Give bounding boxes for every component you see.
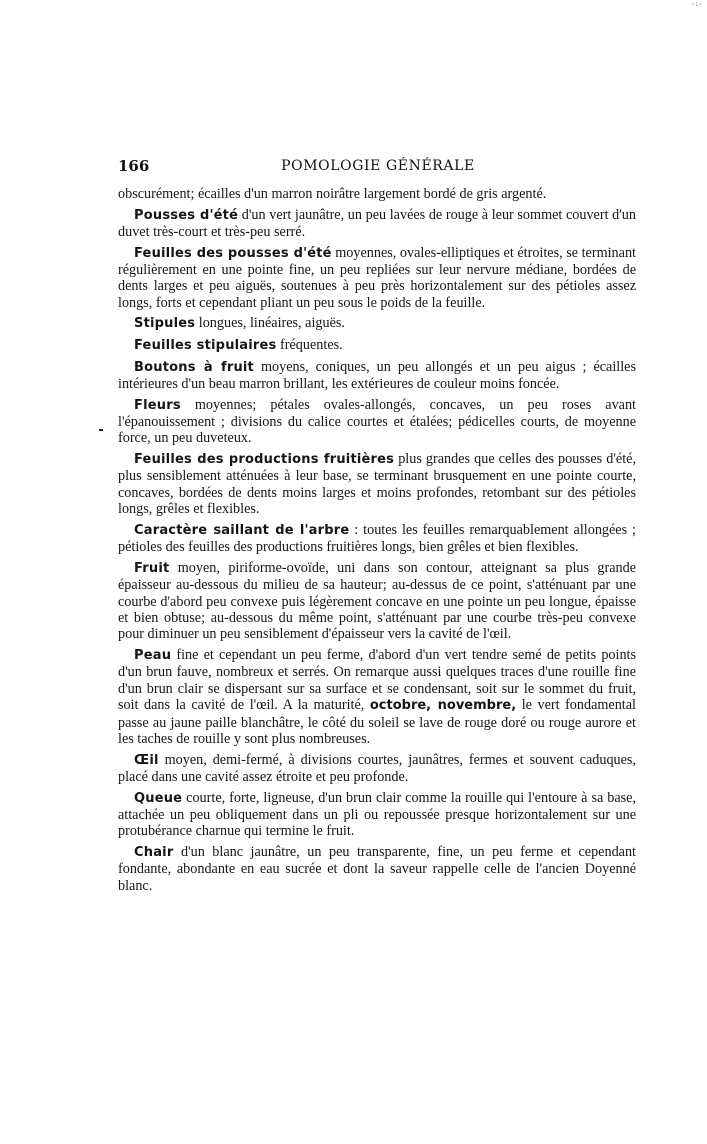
paragraph-term: Chair	[134, 845, 174, 861]
paragraph-oeil	[118, 752, 636, 786]
paragraph-text: d'un blanc jaunâtre, un peu transparente, fine, un peu ferme et cependant fondante, abondante en eau sucrée et dont la saveur rappelle celle de l'ancien Doyenné blanc.	[118, 844, 636, 894]
paragraph-text: moyen, piriforme-ovoïde, uni dans son contour, atteignant sa plus grande épaisseur au-dessous du milieu de sa hauteur; au-dessus de ce point, s'atténuant par une courbe d'abord peu convexe puis légèrement concave en une pointe un peu longue, épaisse et bien obtuse; au-dessous du même point, s'atténuant par une courbe très-peu convexe pour diminuer un peu sensiblement d'épaisseur vers la cavité de l'œil.	[118, 559, 636, 643]
running-title: POMOLOGIE GÉNÉRALE	[281, 158, 475, 174]
paragraph-text: moyen, demi-fermé, à divisions courtes, jaunâtres, fermes et souvent caduques, placé dans une cavité assez étroite et peu profonde.	[118, 751, 636, 786]
paragraph-feuilles-productions	[118, 451, 636, 518]
paragraph-boutons	[118, 359, 636, 393]
paragraph-text: d'un vert jaunâtre, un peu lavées de rouge à leur sommet couvert d'un duvet très-court et très-peu serré.	[118, 206, 636, 240]
paragraph-text: fréquentes.	[276, 337, 343, 353]
paragraph-term: Pousses d'été	[134, 207, 239, 223]
maturity-months: octobre, novembre,	[369, 698, 517, 714]
paragraph-fleurs	[118, 397, 636, 447]
paragraph-text: moyennes; pétales ovales-allongés, concaves, un peu roses avant l'épanouissement ; divisions du calice courtes et étalées; pédicelles courts, de moyenne force, un peu duveteux.	[118, 396, 636, 447]
scan-artifact: ·:·	[691, 1, 702, 8]
paragraph-term: Œil	[134, 752, 159, 768]
paragraph-term: Boutons à fruit	[134, 359, 254, 375]
page-number: 166	[118, 157, 150, 175]
paragraph-fruit	[118, 560, 636, 643]
paragraph-text: : toutes les feuilles remarquablement allongées ; pétioles des feuilles des productions fruitières longs, bien grêles et bien flexibles.	[118, 521, 636, 556]
paragraph-term: Peau	[134, 648, 172, 664]
paragraph-peau	[118, 647, 636, 747]
paragraph-term: Feuilles stipulaires	[134, 338, 277, 353]
paragraph-term: Fruit	[134, 560, 170, 576]
paragraph-stipules	[118, 315, 636, 332]
paragraph-feuilles-pousses	[118, 245, 636, 312]
paragraph-text: le vert fondamental passe au jaune paille blanchâtre, le côté du soleil se lave de rouge doré ou rouge aurore et les taches de rouille y sont plus nombreuses.	[118, 697, 636, 748]
page-body	[118, 186, 636, 898]
paragraph-text: moyens, coniques, un peu allongés et un peu aigus ; écailles intérieures d'un beau marron brillant, les extérieures de couleur moins foncée.	[118, 358, 636, 392]
paragraph-term: Caractère saillant de l'arbre	[134, 522, 350, 538]
paragraph-text: courte, forte, ligneuse, d'un brun clair comme la rouille qui l'entoure à sa base, attachée un peu obliquement dans un pli ou repoussée presque horizontalement sur une protubérance charnue qui termine le fruit.	[118, 789, 636, 840]
paragraph-text: fine et cependant un peu ferme, d'abord d'un vert tendre semé de petits points d'un brun fauve, nombreux et serrés. On remarque aussi quelques traces d'une rouille fine d'un brun clair se dispersant sur sa surface et se condensant, soit sur le sommet du fruit, soit dans la cavité de l'œil. A la maturité,	[118, 647, 636, 714]
paragraph-text: longues, linéaires, aiguës.	[195, 315, 345, 332]
paragraph-caractere	[118, 522, 636, 556]
paragraph-term: Fleurs	[134, 397, 181, 413]
paragraph-term: Queue	[134, 790, 183, 806]
paragraph-feuilles-stipulaires	[118, 337, 636, 354]
paragraph-text: moyennes, ovales-elliptiques et étroites, se terminant régulièrement en une pointe fine, un peu repliées sur leur nervure médiane, bordées de dents larges et peu aiguës, soutenues à peu près horizontalement sur des pétioles assez longs, forts et cependant pliant un peu sous le poids de la feuille.	[118, 244, 636, 311]
paragraph-queue	[118, 790, 636, 840]
page-header	[118, 157, 638, 177]
paragraph-term: Feuilles des productions fruitières	[134, 452, 395, 467]
paragraph-pousses	[118, 207, 636, 241]
paragraph-text: obscurément; écailles d'un marron noirâtre largement bordé de gris argenté.	[118, 186, 547, 202]
ink-speck	[99, 429, 103, 431]
paragraph-chair	[118, 844, 636, 894]
paragraph-continuation	[118, 186, 636, 202]
paragraph-term: Stipules	[134, 316, 196, 332]
paragraph-text: plus grandes que celles des pousses d'été, plus sensiblement atténuées à leur base, se terminant brusquement en une pointe courte, concaves, bordées de dents moins larges et moins profondes, retombant sur des pétioles longs, grêles et flexibles.	[118, 451, 636, 518]
paragraph-term: Feuilles des pousses d'été	[134, 245, 332, 261]
